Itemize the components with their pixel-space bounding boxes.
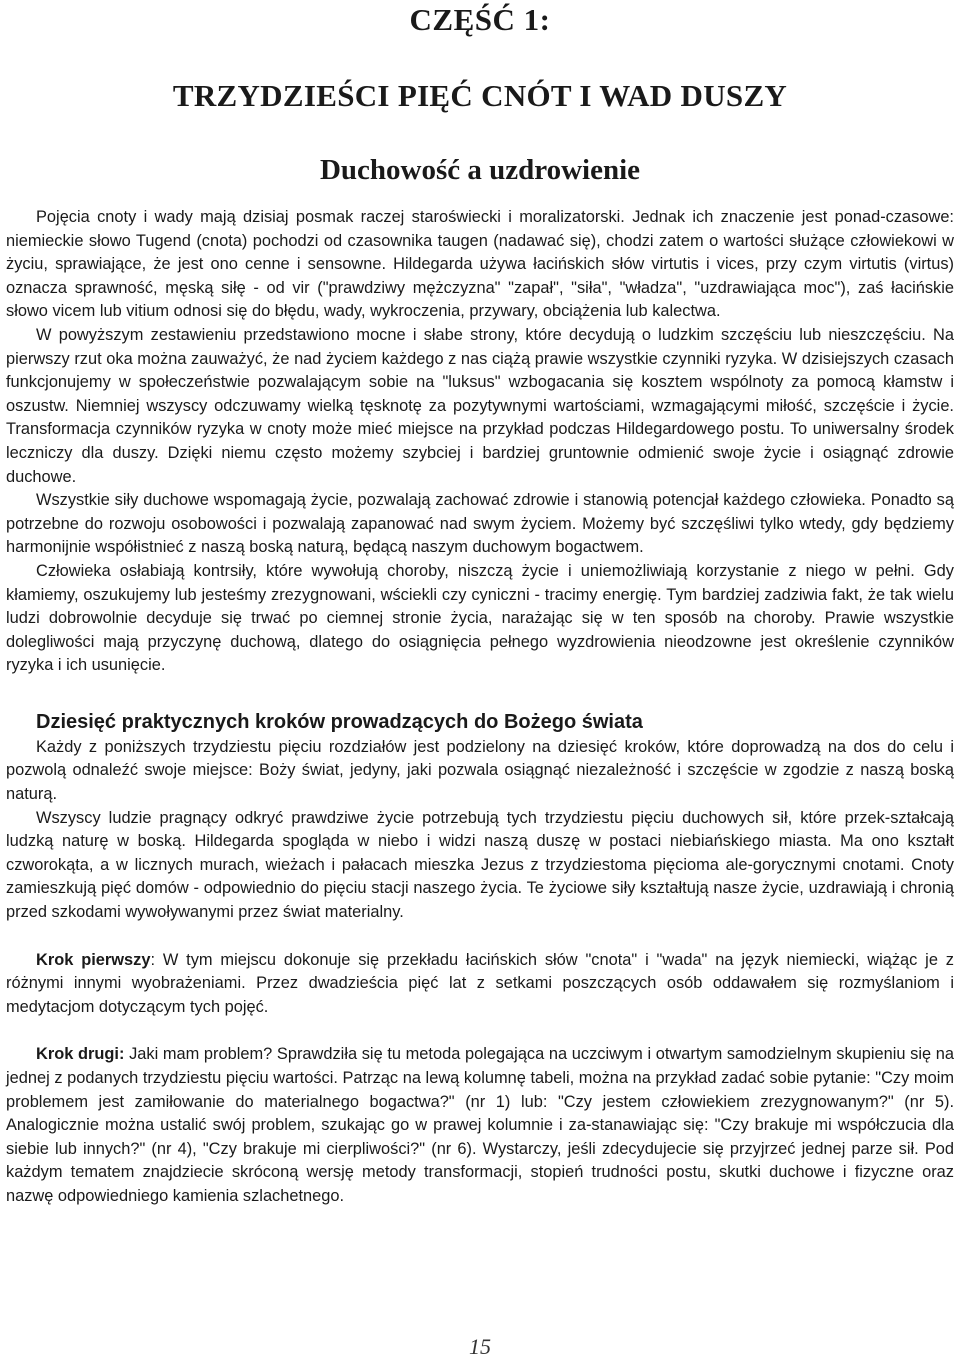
step-2-paragraph — [6, 1043, 954, 1208]
step-1-text: : W tym miejscu dokonuje się przekładu łacińskich słów "cnota" i "wada" na język niemiecki, wiążąc je z różnymi innymi wyobrażeniami. Przez dwadzieścia pięć lat z setkami poszczących osób oddawałem się rozmyślaniom i medytacjom dotyczącym tych pojęć. — [6, 950, 954, 1016]
step-1-paragraph — [6, 949, 954, 1020]
section-subtitle: Duchowość a uzdrowienie — [319, 154, 641, 186]
section-paragraph-1: Każdy z poniższych trzydziestu pięciu rozdziałów jest podzielony na dziesięć kroków, które doprowadzą na dos do celu i pozwolą odnaleźć swoje miejsce: Boży świat, jedyny, jaki pozwala osiągnąć niezależność i szczęście w zgodzie z naszą boską naturą. — [6, 737, 954, 804]
intro-paragraph-3: Wszystkie siły duchowe wspomagają życie, pozwalają zachować zdrowie i stanowią potencjał każdego człowieka. Ponadto są potrzebne do rozwoju osobowości i pozwalają zapanować nad swym życiem. Możemy być szczęśliwi tylko wtedy, gdy będziemy harmonijnie współistnieć z naszą boską naturą, będącą naszym duchowym bogactwem. — [6, 491, 954, 557]
body-text — [6, 206, 954, 1209]
section-heading: Dziesięć praktycznych kroków prowadzących do Bożego świata — [36, 710, 643, 733]
step-1-label: Krok pierwszy — [36, 950, 151, 969]
intro-paragraph-2: W powyższym zestawieniu przedstawiono mocne i słabe strony, które decydują o ludzkim szczęściu lub nieszczęściu. Na pierwszy rzut oka można zauważyć, że nad życiem każdego z nas ciążą prawie wszystkie czynniki ryzyka. W dzisiejszych czasach funkcjonujemy w społeczeństwie pozwalającym sobie na "luksus" wzbogacania się kosztem wspólnoty za pomocą kłamstw i oszustw. Niemniej wszyscy odczuwamy wielką tęsknotę za pozytywnymi wartościami, wzmagającymi miłość, szczęście i życie. Transformacja czynników ryzyka w cnoty może mieć miejsce na przykład podczas Hildegardowego postu. To uniwersalny środek leczniczy dla duszy. Dzięki niemu często możemy szybciej i bardziej gruntownie odmienić swoje życie i osiągnąć zdrowie duchowe. — [6, 325, 954, 486]
chapter-title: TRZYDZIEŚCI PIĘĆ CNÓT I WAD DUSZY — [172, 78, 788, 113]
intro-paragraph-4: Człowieka osłabiają kontrsiły, które wywołują choroby, niszczą życie i uniemożliwiają korzystanie z niego w pełni. Gdy kłamiemy, oszukujemy lub jesteśmy zrezygnowani, wściekli czy cyniczni - tracimy energię. Tym bardziej zadziwia fakt, że tak wielu ludzi dobrowolnie decyduje się trwać po ciemnej stronie życia, narażając się w ten sposób na choroby. Prawie wszystkie dolegliwości mają przyczynę duchową, dlatego do osiągnięcia pełnego wyzdrowienia nieodzowne jest określenie czynników ryzyka i ich usunięcie. — [6, 561, 954, 675]
intro-paragraph-1: Pojęcia cnoty i wady mają dzisiaj posmak raczej staroświecki i moralizatorski. Jednak ich znaczenie jest ponad-czasowe: niemieckie słowo Tugend (cnota) pochodzi od czasownika taugen (nadawać się), chodzi zatem o wartości służące człowiekowi w życiu, sprawiające, że jest ono cenne i sensowne. Hildegarda używa łacińskich słów virtutis i vices, przy czym virtutis (virtus) oznacza sprawność, męską siłę - od vir ("prawdziwy mężczyzna" "zapał", "siła", "władza", "uzdrawiająca moc"), zaś łacińskie słowo vicem lub vitium odnosi się do błędu, wady, wykroczenia, przywary, obciążenia lub kalectwa. — [6, 208, 954, 321]
step-2-text: Jaki mam problem? Sprawdziła się tu metoda polegająca na uczciwym i otwartym samodzielnym skupieniu się na jednej z podanych trzydziestu pięciu wartości. Patrząc na lewą kolumnę tabeli, można na przykład zadać sobie pytanie: "Czy moim problemem jest zamiłowanie do materialnego bogactwa?" (nr 1) lub: "Czy jestem człowiekiem zrezygnowanym?" (nr 5). Analogicznie można ustalić swój problem, szukając go w prawej kolumnie i za-stanawiając się: "Czy brakuje mi współczucia dla siebie lub innych?" (nr 4), "Czy brakuje mi cierpliwości?" (nr 6). Wystarczy, jeśli zdecydujecie się przyjrzeć jednej parze sił. Pod każdym tematem znajdziecie skróconą wersję metody transformacji, stopień trudności postu, skutki duchowe i fizyczne oraz nazwę odpowiedniego kamienia szlachetnego. — [6, 1045, 954, 1205]
step-2-label: Krok drugi: — [36, 1045, 125, 1064]
part-title: CZĘŚĆ 1: — [409, 2, 551, 37]
page-number: 15 — [469, 1334, 491, 1359]
section-paragraph-2: Wszyscy ludzie pragnący odkryć prawdziwe życie potrzebują tych trzydziestu pięciu duchowych sił, które przek-ształcają ludzką naturę w boską. Hildegarda spogląda w niebo i widzi naszą duszę w postaci niebiańskiego miasta. Ma ono kształt czworokąta, a w licznych murach, wieżach i pałacach mieszka Jezus z trzydziestoma pięcioma ale-gorycznymi cnotami. Cnoty zamieszkują pięć domów - odpowiednio do pięciu stacji naszego życia. Te życiowe siły kształtują nasze życie, uzdrawiają i chronią przed szkodami wywoływanymi przez świat materialny. — [6, 808, 954, 922]
